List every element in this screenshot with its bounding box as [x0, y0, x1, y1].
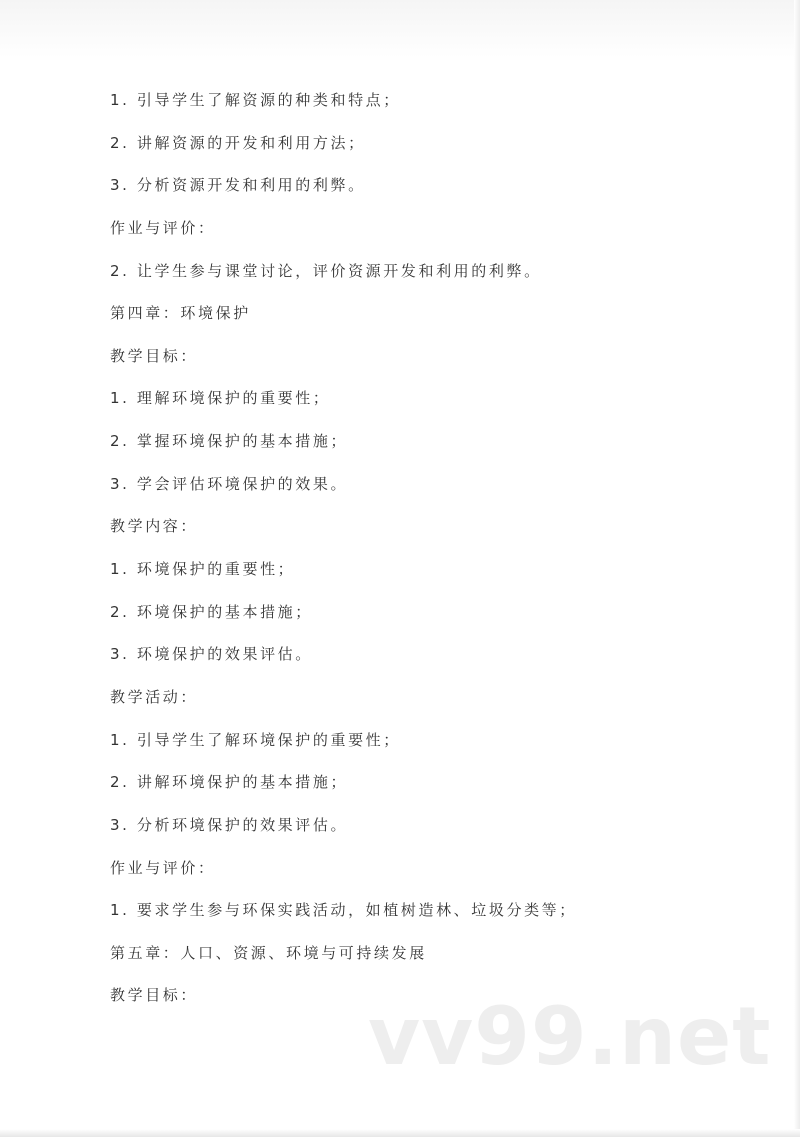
page-top-shade — [0, 0, 800, 58]
list-item: 3. 学会评估环境保护的效果。 — [110, 474, 349, 493]
section-heading: 教学目标： — [110, 346, 199, 365]
page-bottom-edge — [0, 1129, 800, 1137]
list-item: 1. 环境保护的重要性； — [110, 560, 296, 579]
chapter-heading: 第五章：人口、资源、环境与可持续发展 — [110, 943, 427, 962]
section-heading: 教学内容： — [110, 517, 199, 536]
section-heading: 教学活动： — [110, 687, 199, 706]
list-item: 2. 掌握环境保护的基本措施； — [110, 432, 349, 451]
list-item: 3. 分析环境保护的效果评估。 — [110, 815, 349, 834]
section-heading: 作业与评价： — [110, 218, 216, 237]
chapter-heading: 第四章：环境保护 — [110, 304, 251, 323]
list-item: 1. 理解环境保护的重要性； — [110, 389, 331, 408]
list-item: 2. 让学生参与课堂讨论，评价资源开发和利用的利弊。 — [110, 261, 542, 280]
list-item: 3. 环境保护的效果评估。 — [110, 645, 313, 664]
document-body — [110, 86, 750, 1024]
list-item: 3. 分析资源开发和利用的利弊。 — [110, 176, 366, 195]
watermark: vv99.net — [368, 990, 772, 1083]
section-heading: 教学目标： — [110, 986, 199, 1005]
page-right-edge — [794, 0, 800, 1137]
list-item: 1. 要求学生参与环保实践活动，如植树造林、垃圾分类等； — [110, 901, 577, 920]
list-item: 1. 引导学生了解资源的种类和特点； — [110, 91, 401, 109]
list-item: 1. 引导学生了解环境保护的重要性； — [110, 730, 401, 749]
section-heading: 作业与评价： — [110, 858, 216, 877]
list-item: 2. 讲解环境保护的基本措施； — [110, 773, 349, 792]
list-item: 2. 环境保护的基本措施； — [110, 602, 313, 621]
list-item: 2. 讲解资源的开发和利用方法； — [110, 133, 366, 152]
